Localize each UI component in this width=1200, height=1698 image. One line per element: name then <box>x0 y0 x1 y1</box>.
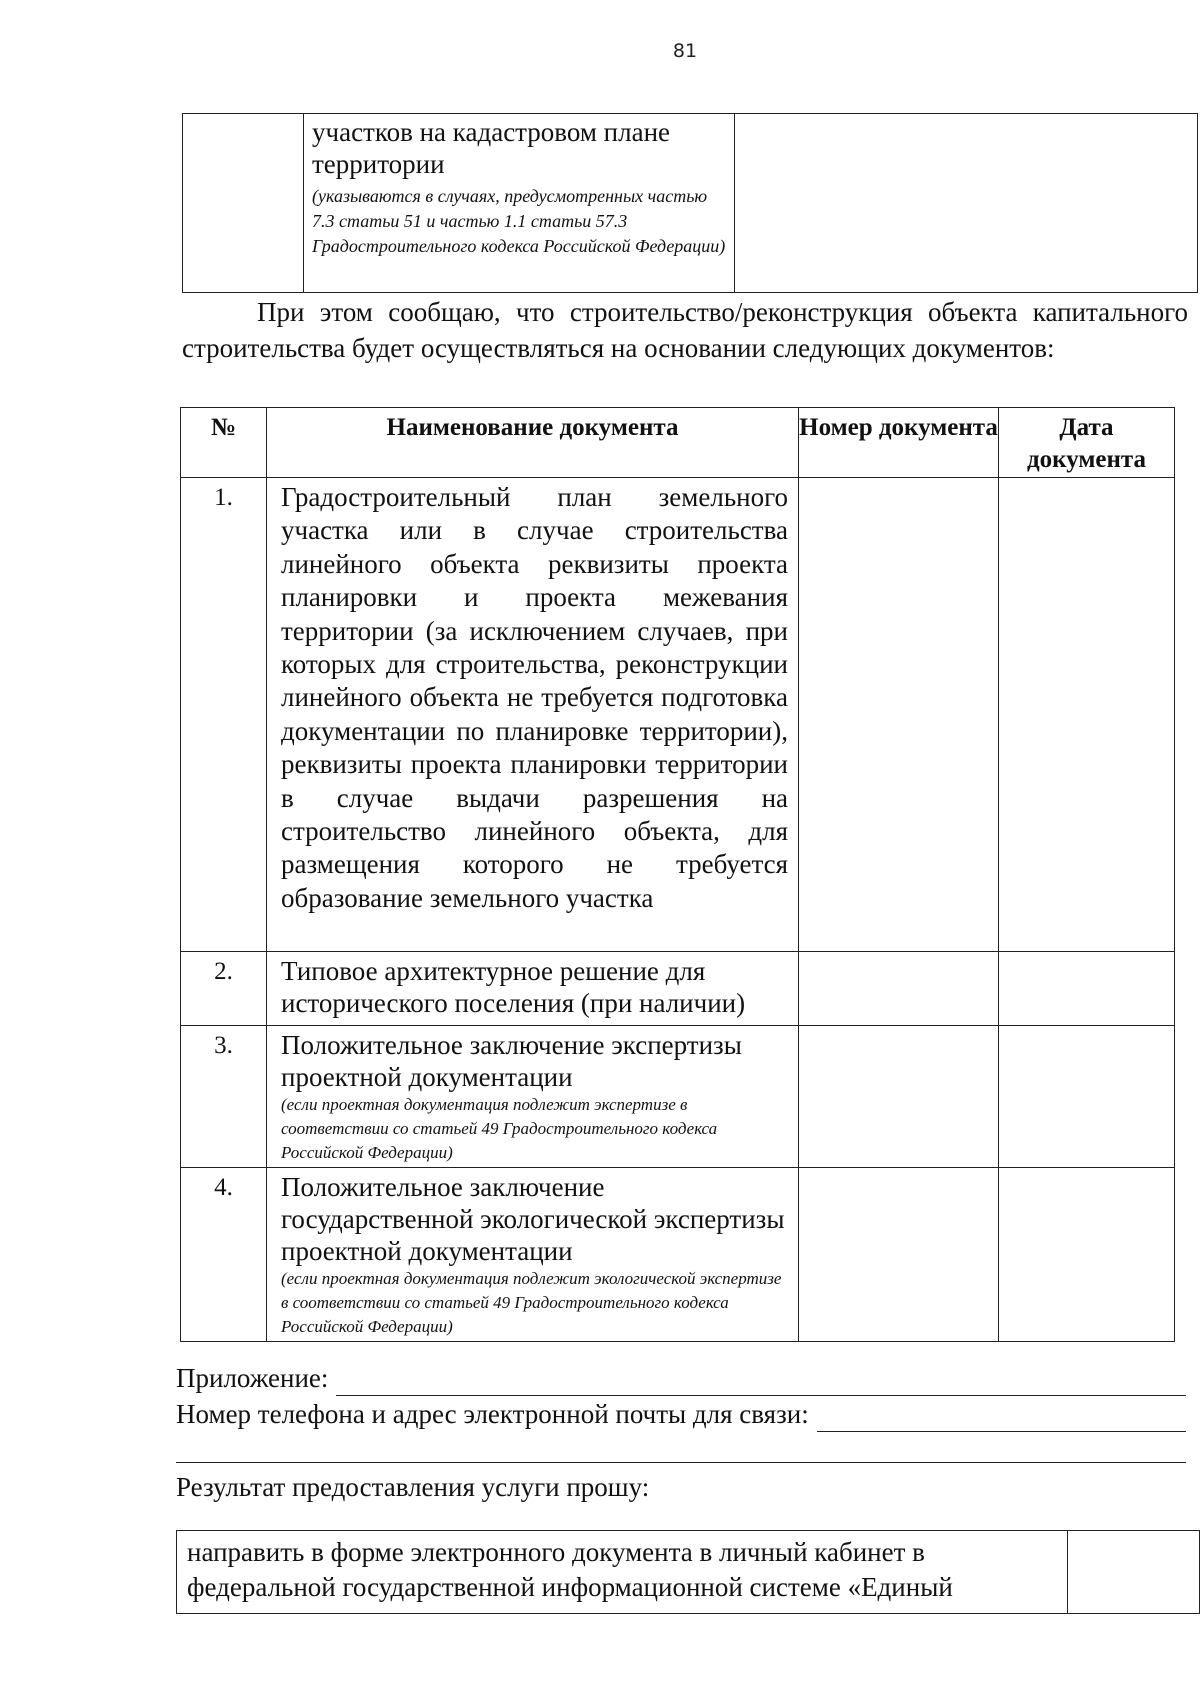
page-number: 81 <box>672 40 698 62</box>
top-continuation-table <box>182 113 1198 293</box>
row-name: Положительное заключение государственной экологической экспертизы проектной документации <box>281 1172 785 1266</box>
header-date: Дата документа <box>999 408 1175 478</box>
top-table-value-cell[interactable] <box>735 114 1198 293</box>
intro-paragraph <box>182 294 1188 366</box>
result-option-checkbox[interactable] <box>1067 1531 1199 1614</box>
row-name: Положительное заключение экспертизы проектной документации <box>281 1030 742 1092</box>
row-number-cell[interactable] <box>799 1168 999 1342</box>
row-date-cell[interactable] <box>999 1026 1175 1168</box>
top-table-line2: территории <box>312 149 445 179</box>
row-name-cell <box>267 952 799 1026</box>
row-date-cell[interactable] <box>999 478 1175 952</box>
row-date-cell[interactable] <box>999 1168 1175 1342</box>
row-num: 3. <box>181 1026 267 1168</box>
header-name: Наименование документа <box>267 408 799 478</box>
contact-field[interactable] <box>817 1405 1186 1432</box>
result-options-table <box>176 1530 1200 1614</box>
documents-table <box>180 407 1175 1342</box>
top-table-line1: участков на кадастровом плане <box>312 117 671 147</box>
result-option-text-cell <box>177 1531 1068 1614</box>
row-num: 2. <box>181 952 267 1026</box>
row-number-cell[interactable] <box>799 478 999 952</box>
table-row <box>181 1026 1175 1168</box>
row-name-cell <box>267 478 799 952</box>
attachment-label: Приложение: <box>176 1363 329 1393</box>
result-option-text: направить в форме электронного документа в личный кабинет в федеральной государственной информационной системе «Единый <box>187 1537 953 1602</box>
row-name: Градостроительный план земельного участка или в случае строительства линейного объекта реквизиты проекта планировки и проекта межевания территории (за исключением случаев, при которых для строительства, реконструкции линейного объекта не требуется подготовка документации по планировке территории), реквизиты проекта планировки территории в случае выдачи разрешения на строительство линейного объекта, для размещения которого не требуется образование земельного участка <box>281 482 788 913</box>
top-table-note: (указываются в случаях, предусмотренных частью 7.3 статьи 51 и частью 1.1 статьи 57.3 Градостроительного кодекса Российской Федерации) <box>312 186 726 256</box>
row-num: 4. <box>181 1168 267 1342</box>
row-name-cell <box>267 1168 799 1342</box>
attachment-row <box>176 1360 1186 1396</box>
table-row <box>181 478 1175 952</box>
result-label: Результат предоставления услуги прошу: <box>176 1472 650 1502</box>
header-num: № <box>181 408 267 478</box>
row-note: (если проектная документация подлежит экологической экспертизе в соответствии со статьей 49 Градостроительного кодекса Российской Федерации) <box>281 1269 782 1336</box>
row-name-cell <box>267 1026 799 1168</box>
row-number-cell[interactable] <box>799 1026 999 1168</box>
row-note: (если проектная документация подлежит экспертизе в соответствии со статьей 49 Градостроительного кодекса Российской Федерации) <box>281 1095 718 1162</box>
attachment-field[interactable] <box>336 1369 1186 1396</box>
table-row <box>181 952 1175 1026</box>
row-number-cell[interactable] <box>799 952 999 1026</box>
intro-text: При этом сообщаю, что строительство/реконструкция объекта капитального строительства будет осуществляться на основании следующих документов: <box>182 297 1188 363</box>
documents-table-header <box>181 408 1175 478</box>
contact-row <box>176 1396 1186 1432</box>
contact-label: Номер телефона и адрес электронной почты для связи: <box>176 1399 809 1429</box>
top-table-empty-cell <box>183 114 304 293</box>
table-row <box>181 1168 1175 1342</box>
top-table-text-cell <box>304 114 735 293</box>
row-date-cell[interactable] <box>999 952 1175 1026</box>
contact-field-continuation[interactable] <box>176 1438 1186 1463</box>
row-name: Типовое архитектурное решение для исторического поселения (при наличии) <box>281 956 746 1018</box>
row-num: 1. <box>181 478 267 952</box>
form-fields <box>176 1360 1186 1505</box>
header-number: Номер документа <box>799 408 999 478</box>
